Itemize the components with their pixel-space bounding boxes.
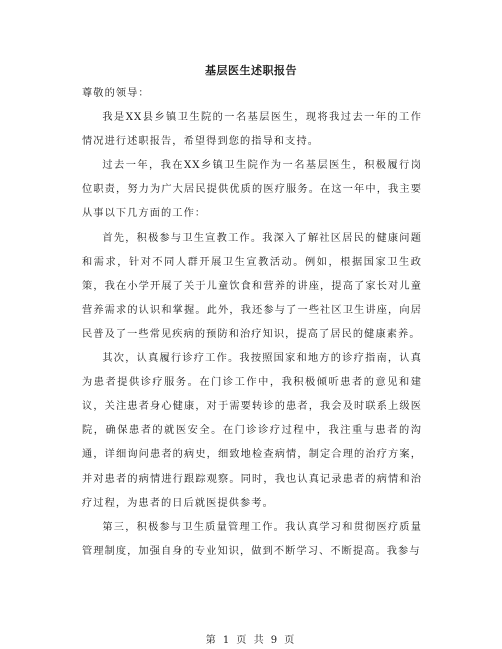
paragraph-diagnosis-treatment: 其次，认真履行诊疗工作。我按照国家和地方的诊疗指南，认真为患者提供诊疗服务。在门诊工作中，我积极倾听患者的意见和建议，关注患者身心健康，对于需要转诊的患者，我会及时联系上级医院，确保患者的就医安全。在门诊诊疗过程中，我注重与患者的沟通，详细询问患者的病史，细致地检查病情，制定合理的治疗方案，并对患者的病情进行跟踪观察。同时，我也认真记录患者的病情和治疗过程，为患者的日后就医提供参考。 [82,353,422,509]
page-number-footer: 第 1 页 共 9 页 [205,635,297,646]
document-body [82,82,422,564]
paragraph-intro: 我是XX县乡镇卫生院的一名基层医生，现将我过去一年的工作情况进行述职报告，希望得到您的指导和支持。 [82,112,422,148]
greeting-line: 尊敬的领导： [82,88,150,99]
paragraph-health-education: 首先，积极参与卫生宣教工作。我深入了解社区居民的健康问题和需求，针对不同人群开展卫生宣教活动。例如，根据国家卫生政策，我在小学开展了关于儿童饮食和营养的讲座，提高了家长对儿童营养需求的认识和掌握。此外，我还参与了一些社区卫生讲座，向居民普及了一些常见疾病的预防和治疗知识，提高了居民的健康素养。 [82,232,422,340]
paragraph-quality-management: 第三，积极参与卫生质量管理工作。我认真学习和贯彻医疗质量管理制度，加强自身的专业知识，做到不断学习、不断提高。我参与 [82,521,422,557]
document-title: 基层医生述职报告 [205,64,297,77]
paragraph-overview: 过去一年，我在XX乡镇卫生院作为一名基层医生，积极履行岗位职责，努力为广大居民提供优质的医疗服务。在这一年中，我主要从事以下几方面的工作： [82,160,422,220]
